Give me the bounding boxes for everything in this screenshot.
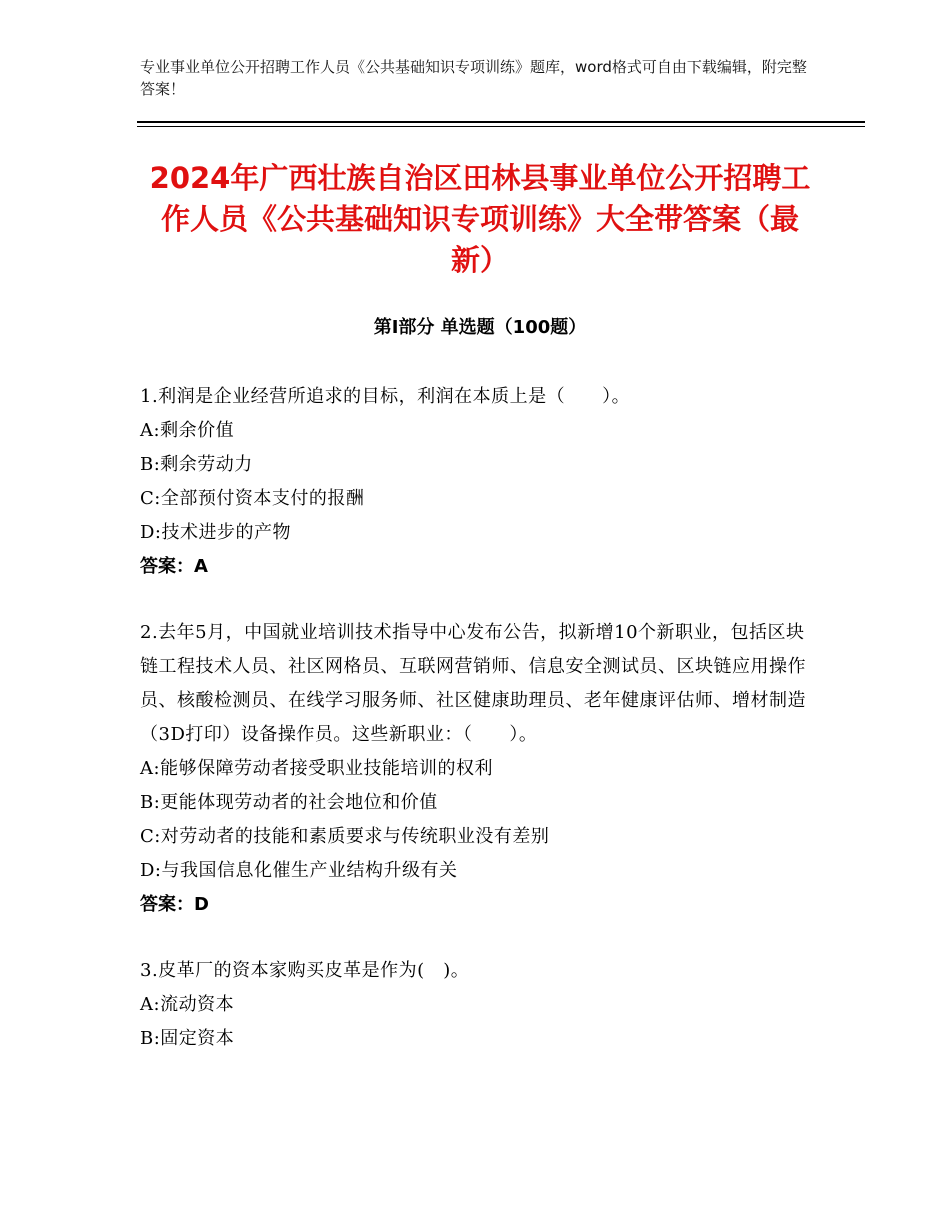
- option-c: C:全部预付资本支付的报酬: [140, 488, 365, 509]
- option-b: B:更能体现劳动者的社会地位和价值: [140, 792, 438, 813]
- option-b: B:剩余劳动力: [140, 454, 253, 475]
- question-2: [140, 616, 820, 922]
- answer: 答案：A: [140, 556, 208, 577]
- option-d: D:与我国信息化催生产业结构升级有关: [140, 860, 458, 881]
- document-title: 2024年广西壮族自治区田林县事业单位公开招聘工作人员《公共基础知识专项训练》大全带答案（最新）: [149, 161, 811, 277]
- option-b: B:固定资本: [140, 1028, 235, 1049]
- header-divider-thick: [137, 121, 865, 123]
- question-text: 3.皮革厂的资本家购买皮革是作为( )。: [140, 960, 470, 981]
- option-a: A:流动资本: [140, 994, 235, 1015]
- question-text: 1.利润是企业经营所追求的目标，利润在本质上是（ ）。: [140, 386, 631, 407]
- question-3: [140, 954, 820, 1056]
- option-d: D:技术进步的产物: [140, 522, 291, 543]
- option-c: C:对劳动者的技能和素质要求与传统职业没有差别: [140, 826, 550, 847]
- question-list: [140, 380, 820, 1088]
- page-header: 专业事业单位公开招聘工作人员《公共基础知识专项训练》题库，word格式可自由下载编辑，附完整答案！: [140, 58, 807, 98]
- question-text: 2.去年5月，中国就业培训技术指导中心发布公告，拟新增10个新职业，包括区块链工程技术人员、社区网格员、互联网营销师、信息安全测试员、区块链应用操作员、核酸检测员、在线学习服务师、社区健康助理员、老年健康评估师、增材制造（3D打印）设备操作员。这些新职业：（ ）。: [140, 622, 806, 745]
- option-a: A:剩余价值: [140, 420, 235, 441]
- option-a: A:能够保障劳动者接受职业技能培训的权利: [140, 758, 494, 779]
- section-heading: 第Ⅰ部分 单选题（100题）: [373, 317, 587, 338]
- answer: 答案：D: [140, 894, 209, 915]
- header-divider-thin: [137, 126, 865, 127]
- question-1: [140, 380, 820, 584]
